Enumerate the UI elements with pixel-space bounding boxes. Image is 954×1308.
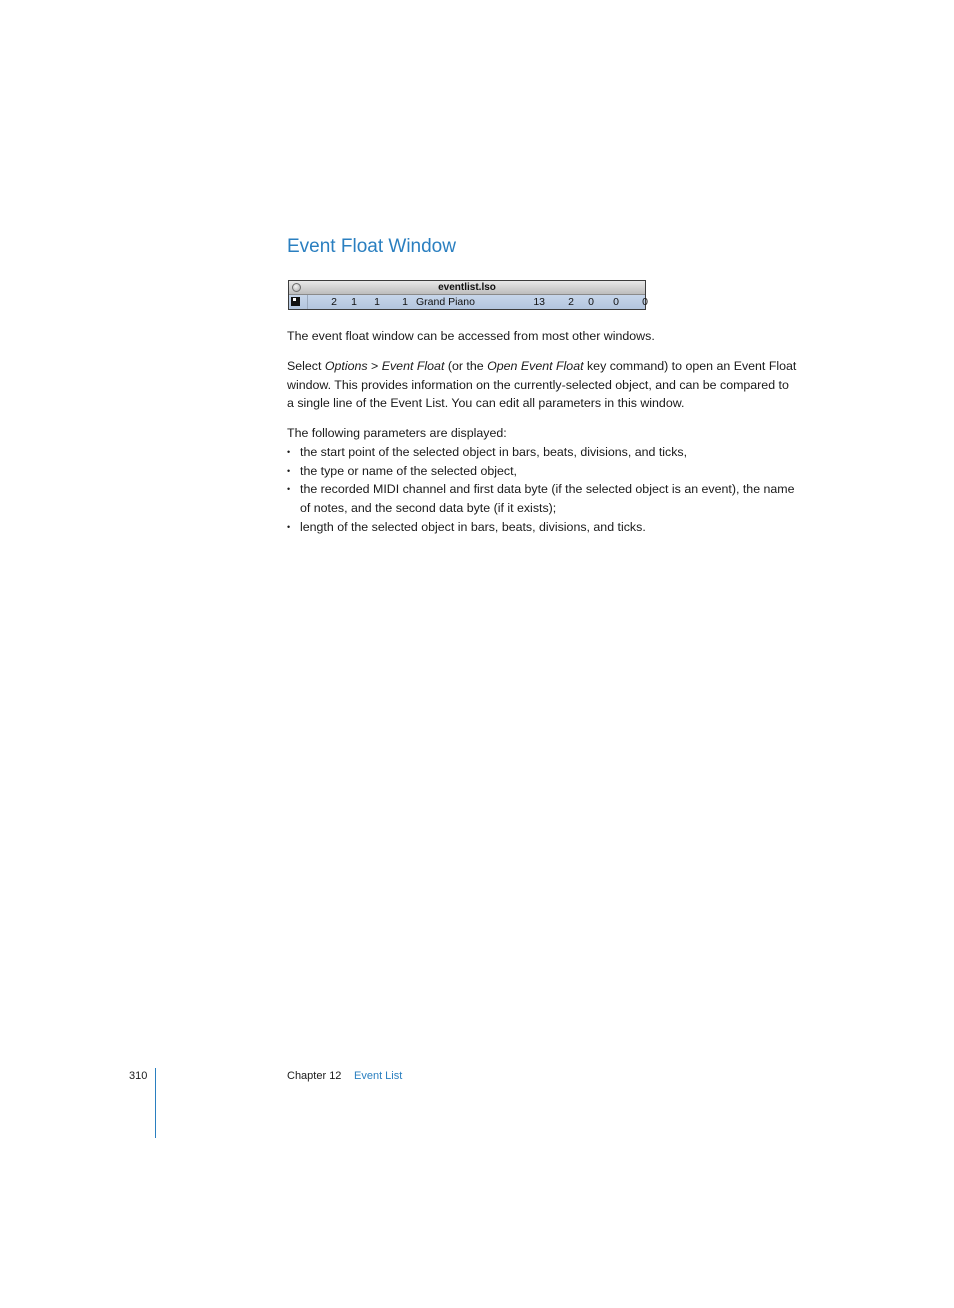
length-bar[interactable]: 2 [568, 296, 574, 308]
list-item: • the type or name of the selected object, [287, 462, 797, 481]
key-command-name: Open Event Float [487, 359, 584, 373]
text-rest: key command) to open an Event Float window. This provides information on the currently-selected object, and can be compared to a single line of the Event List. You can edit all parameters in this window. [287, 359, 797, 411]
event-float-window [288, 280, 646, 310]
float-titlebar[interactable] [289, 281, 645, 295]
position-division[interactable]: 1 [374, 296, 380, 308]
text-select: Select [287, 359, 325, 373]
parameter-list [287, 443, 797, 537]
event-name[interactable]: Grand Piano [416, 296, 475, 308]
instructions-paragraph [287, 357, 797, 413]
text-or-the: (or the [444, 359, 488, 373]
event-type-icon [291, 297, 300, 306]
section-title: Event Float Window [287, 236, 456, 257]
text-separator: > [367, 359, 382, 373]
list-item: • the start point of the selected object in bars, beats, divisions, and ticks, [287, 443, 797, 462]
list-item: • the recorded MIDI channel and first data byte (if the selected object is an event), the name of notes, and the second data byte (if it exists); [287, 480, 797, 517]
length-beat[interactable]: 0 [588, 296, 594, 308]
position-tick[interactable]: 1 [402, 296, 408, 308]
float-window-title: eventlist.lso [438, 282, 496, 293]
intro-paragraph: The event float window can be accessed from most other windows. [287, 329, 655, 343]
chapter-label: Chapter 12 [287, 1070, 342, 1082]
page-number: 310 [129, 1070, 148, 1082]
footer-divider [155, 1068, 156, 1138]
length-division[interactable]: 0 [613, 296, 619, 308]
list-item: • length of the selected object in bars, beats, divisions, and ticks. [287, 518, 797, 537]
event-channel[interactable]: 13 [533, 296, 545, 308]
position-bar[interactable]: 2 [331, 296, 337, 308]
length-tick[interactable]: 0 [642, 296, 648, 308]
position-beat[interactable]: 1 [351, 296, 357, 308]
chapter-title: Event List [354, 1070, 403, 1082]
params-intro: The following parameters are displayed: [287, 426, 507, 440]
event-row[interactable] [289, 295, 648, 309]
menu-options: Options [324, 359, 368, 373]
menu-event-float: Event Float [381, 359, 445, 373]
divider [307, 295, 308, 309]
